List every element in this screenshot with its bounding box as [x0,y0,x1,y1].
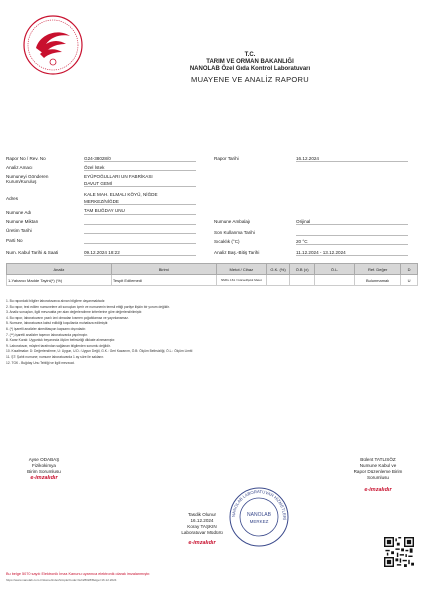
address-value-2: MERKEZ/NİĞDE [84,199,119,204]
note-item: 1. Bu rapordaki bilgiler laboratuvarca alınan bilgilere dayanmaktadır. [6,299,106,303]
col-unit: Birimi [111,264,216,275]
approval-esign: e-imzalıdır [188,540,216,546]
cell-ref: Bulunmamalı [355,275,401,286]
col-ref: Ref. Değer [355,264,401,275]
note-item: 4. Bu rapor, laboratuvarın yazılı izni olmadan kısmen çoğaltılamaz ve yayınlanamaz. [6,315,129,320]
note-item: 6. (*) işaretli analizler akreditasyon kapsamı dışındadır. [6,326,87,331]
note-item: 9. Laboratuvar, müşteri tarafından sağlanan bilgilerden sorumlu değildir. [6,343,111,348]
footer-esign-notice: Bu belge 5070 sayılı Elektronik İmza Kanunu uyarınca elektronik olarak imzalanmıştır. [6,572,151,576]
footer-verify-link[interactable]: https://www.nanolab.com.tr/Home/IndexSimple/Code=G24/8028/Belge=16.12.2024 [6,578,117,582]
received-label: Num. Kabul Tarihi & Saati [6,250,59,255]
cell-recovery [267,275,290,286]
production-label: Üretim Tarihi [6,228,32,233]
purpose-value: Özel İstek [84,165,105,170]
right-signature [338,457,418,493]
note-item: 7. (**) işaretli analizler taşeron laboratuvarda yapılmıştır. [6,332,88,337]
qr-code-icon[interactable] [384,537,414,567]
col-method: Metot / Cihaz [216,264,266,275]
note-item: 5. Numune, laboratuvara kabul edildiği koşullarda muhafaza edilmiştir. [6,321,109,326]
analysis-dates-value: 11.12.2024 - 13.12.2024 [296,250,346,255]
sender-label: Numuneyi Gönderen Kurum/Kuruluş [6,174,49,184]
right-signer-title-3: Sorumlusu [367,475,389,480]
left-signer-title-2: Birim Sorumlusu [27,469,61,474]
analysis-dates-label: Analiz Baş.-Bitiş Tarihi [214,250,260,255]
table-header-row [7,264,418,275]
lab-stamp-icon [228,486,290,548]
col-limit: Ö.L. [315,264,355,275]
header-lab: NANOLAB Özel Gıda Kontrol Laboratuvarı [189,66,311,72]
left-signature [4,457,84,481]
stamp-ring-text: NANOLAB LABORATUVAR HİZMETLERİ [230,488,288,521]
left-esign: e-imzalıdır [30,475,58,481]
right-signer-title-1: Numune Kabul ve [359,463,397,468]
table-row [7,275,418,286]
expiry-label: Son Kullanma Tarihi [214,230,255,235]
left-signer-title-1: Fizikokimya [32,463,56,468]
report-date-value: 16.12.2024 [296,156,319,161]
right-signer-title-2: Rapor Düzenleme Birim [353,469,403,474]
left-signer-name: Ayse ODABAŞ [28,457,60,462]
note-item: 10. Kısaltmalar: D: Değerlendirme, U: Uygun, U.D.: Uygun Değil, G.K.: Geri Kazanım, Ö.B: Ölçüm Belirsizliği, Ö.L.: Ölçüm Limiti [6,349,193,354]
packaging-value: Orijinal [296,219,311,224]
approval-date: 16.12.2024 [190,518,214,523]
report-date-label: Rapor Tarihi [214,156,239,161]
col-eval: D [401,264,418,275]
cell-eval: U [401,275,418,286]
temp-label: Sıcaklık (°C) [214,239,240,244]
cell-result: Tespit Edilemedi [111,275,216,286]
sample-name-label: Numune Adı [6,210,32,215]
notes-list [6,299,416,366]
address-value-1: KALE MAH. ELMALI KÖYÜ, NİĞDE [84,192,158,197]
packaging-label: Numune Ambalajı [214,219,251,224]
note-item: 3. Analiz sonuçları, ilgili mevzuatta yer alan değerlendirme kriterlerine göre değerlendirilmiştir. [6,310,143,315]
col-analysis: Analiz [7,264,112,275]
received-value: 09.12.2024 18:22 [84,250,120,255]
col-recovery: G.K. (%) [267,264,290,275]
sender-value-2: DAVUT GEMİ [84,181,113,186]
temp-value: 20 °C [296,239,308,244]
note-item: 12. TGK - Buğday Unu Tebliği ve ilgili mevzuat. [6,360,75,365]
report-title: MUAYENE VE ANALİZ RAPORU [191,75,309,84]
header-ministry: TARIM VE ORMAN BAKANLIĞI [206,59,294,65]
right-signer-name: Bülent TATLISÖZ [360,457,396,462]
approval-label: Tasdik Olunur [187,512,217,517]
note-item: 8. Karar Kuralı: Uygunluk beyanında ölçüm belirsizliği dikkate alınmamıştır. [6,338,116,343]
right-esign: e-imzalıdır [364,487,392,493]
approval-title: Laboratuvar Müdürü [181,530,223,535]
sample-qty-label: Numune Miktarı [6,219,39,224]
stamp-center-2: MERKEZ [249,519,269,524]
purpose-label: Analiz Amacı [6,165,33,170]
report-no-label: Rapor No / Rev. No [6,156,46,161]
ministry-logo-icon [22,14,84,76]
results-table [6,263,418,286]
note-item: 11. ŞT: Şahit numune; numune laboratuvarda 1 ay süre ile saklanır. [6,354,104,359]
header-tc: T.C. [244,52,256,58]
approval-name: Koray TAŞKIN [187,524,217,529]
cell-uncertainty [290,275,315,286]
lot-label: Parti No [6,238,23,243]
cell-method: NMKL 161 / Görsel/Işıklı Metot [216,275,266,286]
address-label: Adres [6,196,19,201]
note-item: 2. Bu rapor, test edilen numunelere ait sonuçları içerir ve numunenin temsil ettiği partiye ilişkin bir yorum değildir. [6,304,170,309]
cell-limit [315,275,355,286]
cell-analysis: 1-Yabancı Madde Tayini(*) (%) [7,275,112,286]
sender-value-1: EYÜPOĞULLARI UN FABRİKASI [84,174,153,179]
col-uncertainty: Ö.B (±) [290,264,315,275]
report-no-value: G24-38028/0 [84,156,111,161]
stamp-center-1: NANOLAB [247,512,271,518]
sample-name-value: TAM BUĞDAY UNU [84,208,125,213]
